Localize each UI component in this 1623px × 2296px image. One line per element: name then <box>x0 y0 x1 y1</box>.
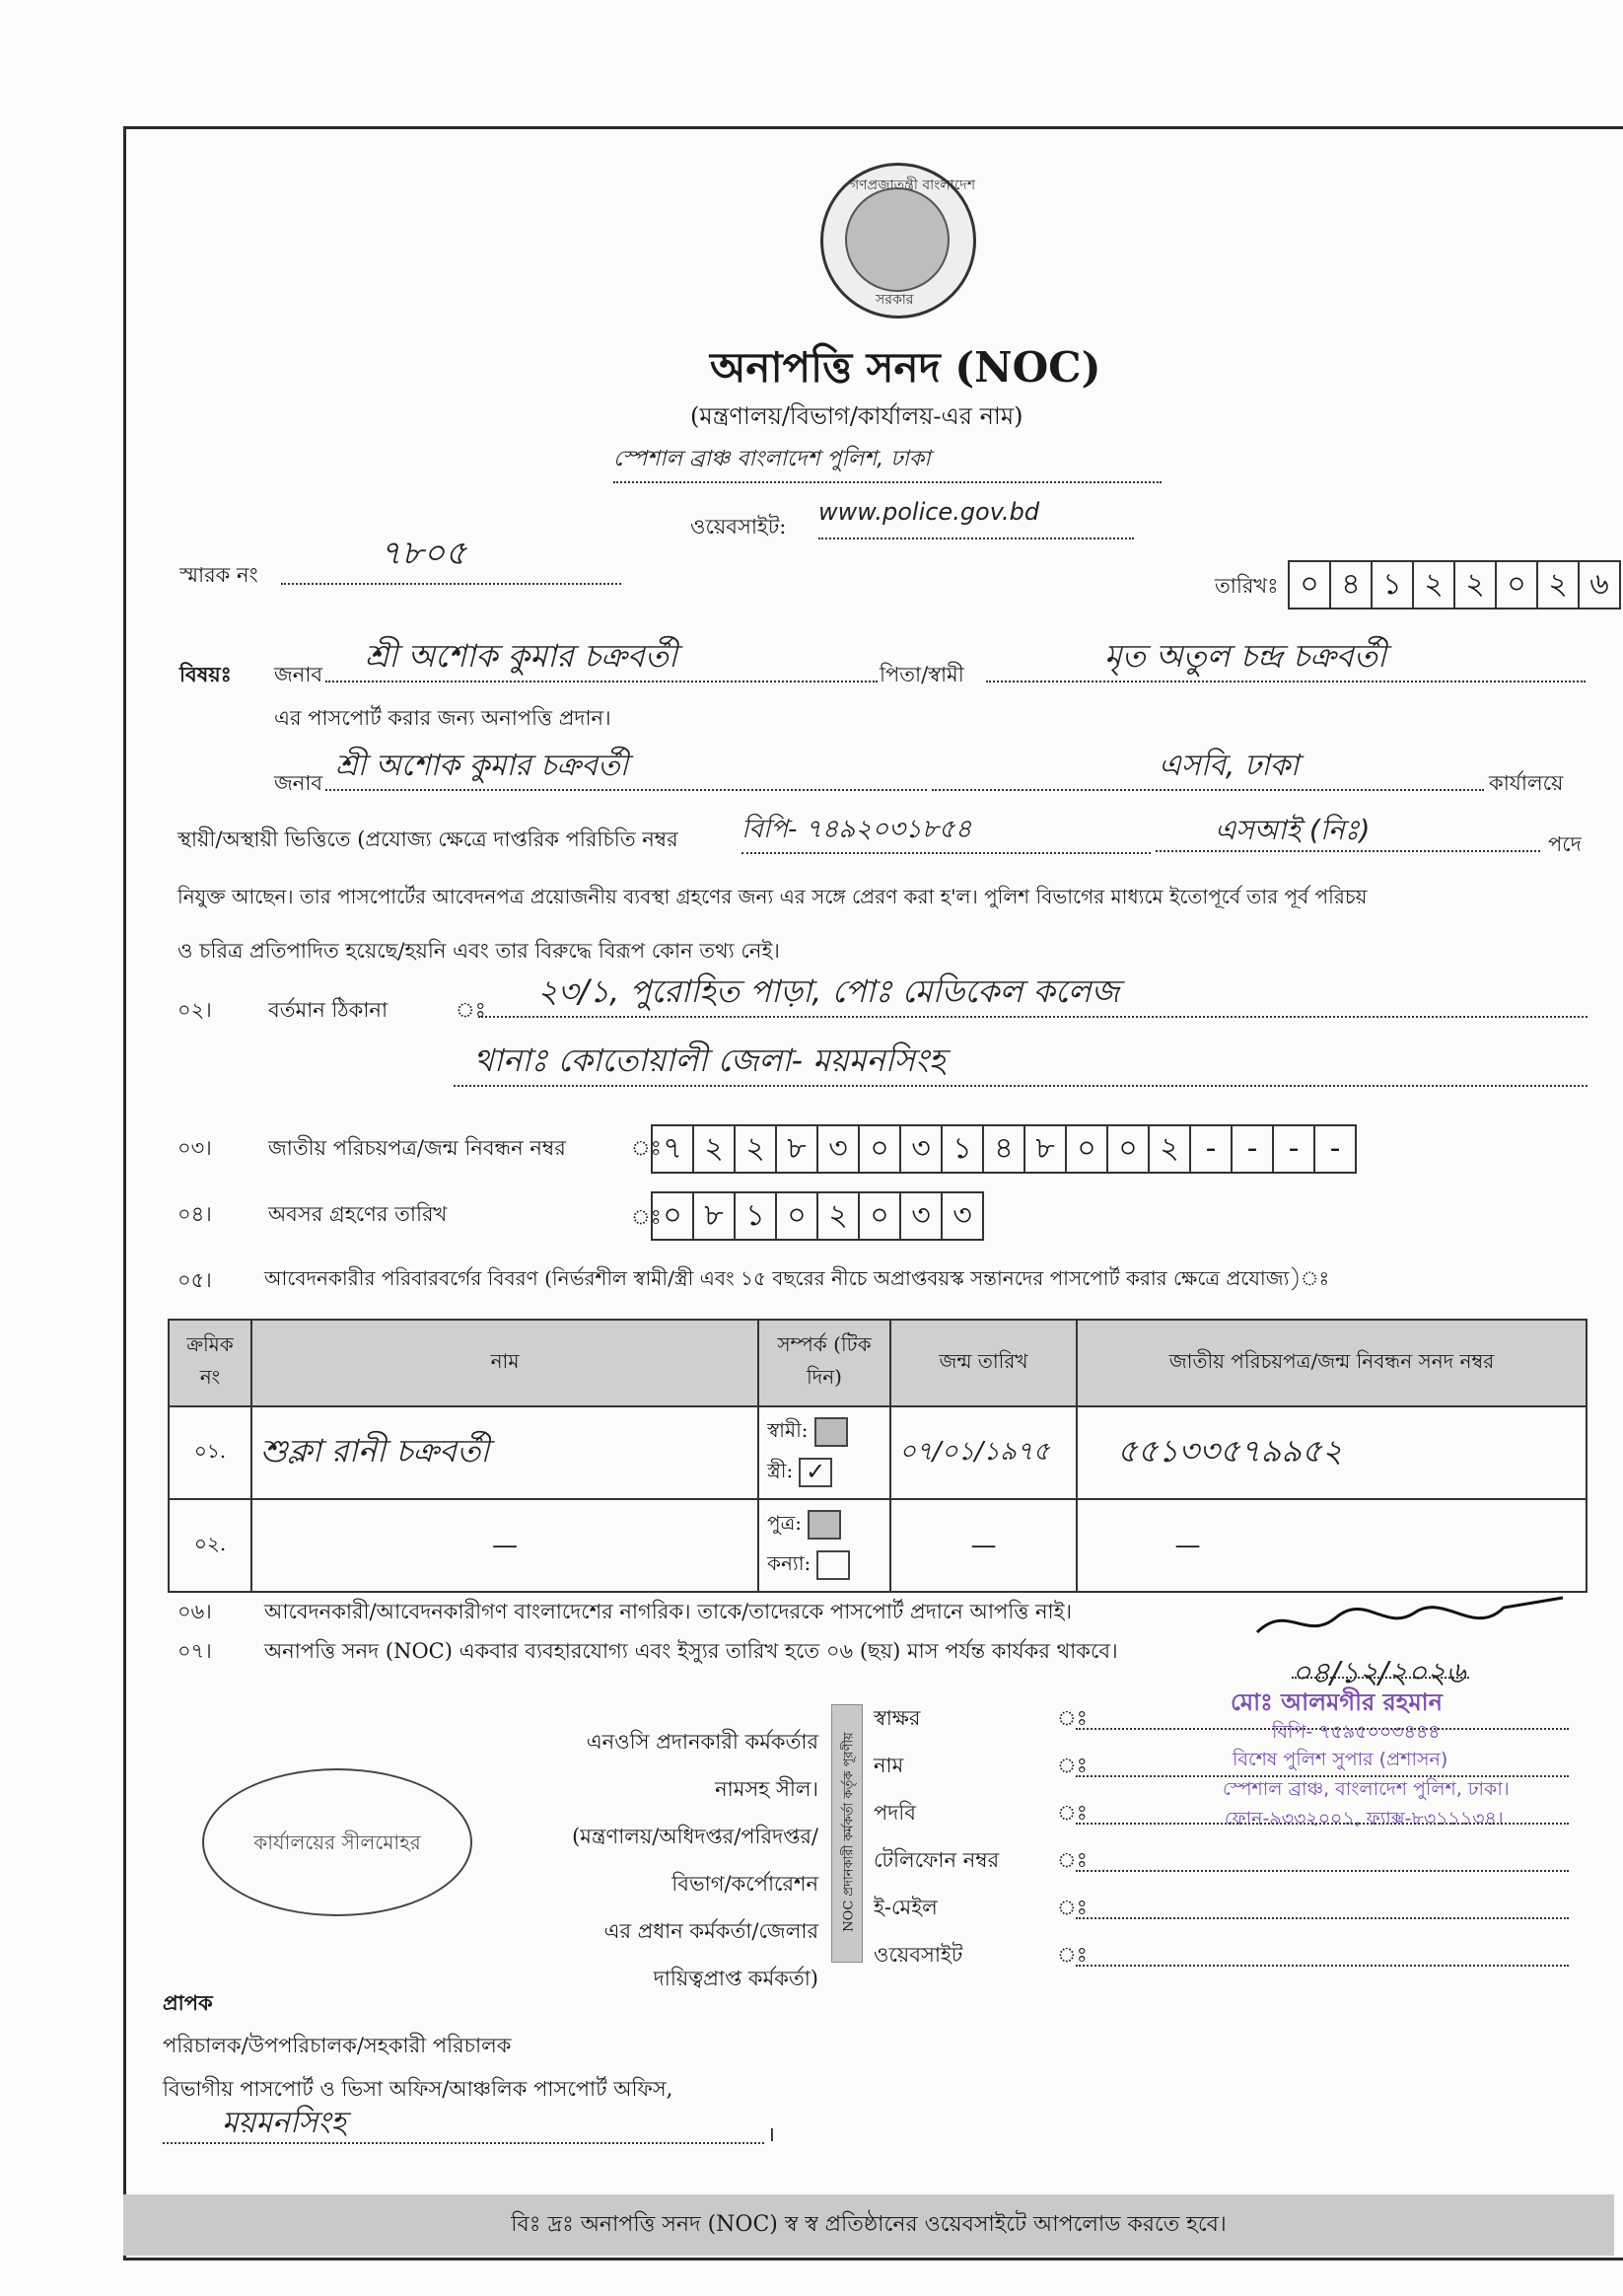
recipient-terminator: । <box>767 2122 775 2146</box>
nid-digit-box[interactable]: ২ <box>692 1124 736 1174</box>
col-header-sl: ক্রমিক নং <box>169 1320 251 1406</box>
col-header-name: নাম <box>251 1320 758 1406</box>
janab2-name-field[interactable]: শ্রী অশোক কুমার চক্রবর্তী <box>325 742 927 791</box>
official-id-field[interactable]: বিপি- ৭৪৯২০৩১৮৫৪ <box>741 809 1151 854</box>
retire-digit-box[interactable]: ৩ <box>941 1191 984 1241</box>
item02-number: ০২। <box>177 998 212 1022</box>
nid-digit-box[interactable]: - <box>1231 1124 1274 1174</box>
nid-digit-box[interactable]: ৩ <box>816 1124 860 1174</box>
item02-label: বর্তমান ঠিকানা <box>268 998 388 1022</box>
applicant-name-field[interactable]: শ্রী অশোক কুমার চক্রবর্তী <box>325 631 878 682</box>
item06-number: ০৬। <box>177 1600 212 1623</box>
item04-colon: ঃ <box>631 1205 662 1229</box>
item05-number: ০৫। <box>177 1268 212 1292</box>
field-email[interactable]: ই-মেইল ঃ <box>874 1892 1574 1939</box>
retire-digit-box[interactable]: ০ <box>858 1191 901 1241</box>
table-row <box>169 1499 1587 1592</box>
relation-husband-label: স্বামী: <box>767 1418 809 1442</box>
memo-field[interactable]: ৭৮০৫ <box>281 528 621 585</box>
nid-digit-box[interactable]: ০ <box>858 1124 901 1174</box>
relation-wife-label: স্ত্রী: <box>767 1459 794 1482</box>
noc-officer-line: বিভাগ/কর্পোরেশন <box>671 1872 818 1896</box>
row-dob[interactable]: — <box>890 1499 1077 1592</box>
date-digit-box[interactable]: ০ <box>1495 560 1538 610</box>
date-label: তারিখঃ <box>1215 574 1279 598</box>
item03-number: ০৩। <box>177 1136 212 1160</box>
noc-officer-line: এর প্রধান কর্মকর্তা/জেলার <box>603 1919 818 1943</box>
relation-wife-checkbox[interactable]: ✓ <box>799 1458 832 1487</box>
relation-son-label: পুত্র: <box>767 1511 803 1535</box>
noc-vertical-strip: NOC প্রদানকারী কর্মকর্তা কর্তৃক পূরণীয় <box>831 1704 863 1963</box>
sign-fields <box>874 1702 1574 1986</box>
subject-line2: এর পাসপোর্ট করার জন্য অনাপত্তি প্রদান। <box>274 706 611 730</box>
seal-top-text: গণপ্রজাতন্ত্রী বাংলাদেশ <box>850 178 975 193</box>
date-digit-box[interactable]: ০ <box>1288 560 1331 610</box>
nid-digit-box[interactable]: ২ <box>1148 1124 1191 1174</box>
col-header-relation: সম্পর্ক (টিক দিন) <box>758 1320 890 1406</box>
date-digit-box[interactable]: ১ <box>1371 560 1414 610</box>
date-digit-box[interactable]: ৬ <box>1578 560 1621 610</box>
nid-boxes[interactable] <box>651 1124 1355 1174</box>
stamp-id: বিপি- ৭৫৯৫০০৩৪৪৪ <box>1272 1721 1441 1743</box>
nid-digit-box[interactable]: ০ <box>1106 1124 1150 1174</box>
row-nid[interactable]: — <box>1077 1499 1587 1592</box>
row-relation <box>758 1406 890 1499</box>
retire-digit-box[interactable]: ১ <box>734 1191 777 1241</box>
item04-label: অবসর গ্রহণের তারিখ <box>268 1202 448 1226</box>
stamp-office: স্পেশাল ব্রাঞ্চ, বাংলাদেশ পুলিশ, ঢাকা। <box>1223 1778 1510 1800</box>
para1-c: ও চরিত্র প্রতিপাদিত হয়েছে/হয়নি এবং তার বিরুদ্ধে বিরূপ কোন তথ্য নেই। <box>177 939 780 963</box>
retire-digit-box[interactable]: ৮ <box>692 1191 736 1241</box>
recipient-line1: পরিচালক/উপপরিচালক/সহকারী পরিচালক <box>163 2034 512 2057</box>
para1-a: স্থায়ী/অস্থায়ী ভিত্তিতে (প্রযোজ্য ক্ষেত্রে দাপ্তরিক পরিচিতি নম্বর <box>177 827 678 851</box>
nid-digit-box[interactable]: ৩ <box>899 1124 943 1174</box>
stamp-designation: বিশেষ পুলিশ সুপার (প্রশাসন) <box>1233 1749 1448 1770</box>
website-label: ওয়েবসাইট: <box>690 515 787 538</box>
retire-boxes[interactable] <box>651 1191 982 1241</box>
stamp-phone: ফোন-৯৩৩২০০১, ফ্যাক্স-৮৩১১১৩৪। <box>1225 1808 1504 1830</box>
signature-icon <box>1247 1593 1583 1652</box>
recipient-line2: বিভাগীয় পাসপোর্ট ও ভিসা অফিস/আঞ্চলিক পাসপোর্ট অফিস, <box>163 2077 673 2101</box>
office-label: কার্যালয়ে <box>1489 771 1564 795</box>
noc-officer-line: এনওসি প্রদানকারী কর্মকর্তার <box>586 1730 818 1754</box>
retire-digit-box[interactable]: ২ <box>816 1191 860 1241</box>
nid-digit-box[interactable]: - <box>1189 1124 1233 1174</box>
item06-text: আবেদনকারী/আবেদনকারীগণ বাংলাদেশের নাগরিক। তাকে/তাদেরকে পাসপোর্ট প্রদানে আপত্তি নাই। <box>264 1600 1073 1623</box>
sign-date: ০৪/১২/২০২৬ <box>1292 1656 1466 1690</box>
page-subtitle: (মন্ত্রণালয়/বিভাগ/কার্যালয়-এর নাম) <box>690 402 1023 430</box>
memo-label: স্মারক নং <box>179 563 258 587</box>
relation-daughter-label: কন্যা: <box>767 1551 812 1575</box>
para1-post: পদে <box>1548 832 1582 856</box>
retire-digit-box[interactable]: ৩ <box>899 1191 943 1241</box>
stamp-name: মোঃ আলমগীর রহমান <box>1231 1688 1443 1716</box>
ministry-name-field[interactable]: স্পেশাল ব্রাঞ্চ বাংলাদেশ পুলিশ, ঢাকা <box>613 442 1162 483</box>
relation-daughter-checkbox[interactable] <box>816 1550 850 1580</box>
father-label: পিতা/স্বামী <box>880 663 964 686</box>
col-header-nid: জাতীয় পরিচয়পত্র/জন্ম নিবন্ধন সনদ নম্বর <box>1077 1320 1587 1406</box>
family-table <box>168 1319 1588 1593</box>
nid-digit-box[interactable]: ০ <box>1065 1124 1108 1174</box>
row-name[interactable]: শুক্লা রানী চক্রবর্তী <box>251 1406 758 1499</box>
item05-text: আবেদনকারীর পরিবারবর্গের বিবরণ (নির্ভরশীল স্বামী/স্ত্রী এবং ১৫ বছরের নীচে অপ্রাপ্তবয়স্ক সন্তানদের পাসপোর্ট করার ক্ষেত্রে প্রযোজ্য)ঃ <box>264 1266 1330 1290</box>
retire-digit-box[interactable]: ০ <box>775 1191 818 1241</box>
nid-digit-box[interactable]: ৭ <box>651 1124 694 1174</box>
subject-label: বিষয়ঃ <box>179 662 232 686</box>
date-digit-box[interactable]: ৪ <box>1329 560 1373 610</box>
row-name[interactable]: — <box>251 1499 758 1592</box>
address-line1-field[interactable]: ২৩/১, পুরোহিত পাড়া, পোঃ মেডিকেল কলেজ <box>478 967 1588 1018</box>
date-digit-box[interactable]: ২ <box>1453 560 1497 610</box>
row-dob[interactable]: ০৭/০১/১৯৭৫ <box>890 1406 1077 1499</box>
janab2-label: জনাব <box>274 771 323 795</box>
recipient-title: প্রাপক <box>163 1990 213 2015</box>
noc-officer-line: নামসহ সীল। <box>715 1777 818 1801</box>
janab-label: জনাব <box>274 663 323 686</box>
row-nid[interactable]: ৫৫১৩৩৫৭৯৯৫২ <box>1077 1406 1587 1499</box>
field-website[interactable]: ওয়েবসাইট ঃ <box>874 1939 1574 1986</box>
seal-bottom-text: সরকার <box>876 292 914 308</box>
table-row <box>169 1406 1587 1499</box>
nid-digit-box[interactable]: ৮ <box>1023 1124 1067 1174</box>
item03-colon: ঃ <box>631 1136 662 1160</box>
designation-field[interactable]: এসআই (নিঃ) <box>1156 809 1540 852</box>
noc-officer-line: দায়িত্বপ্রাপ্ত কর্মকর্তা) <box>653 1967 818 1990</box>
nid-digit-box[interactable]: - <box>1313 1124 1357 1174</box>
footer-note: বিঃ দ্রঃ অনাপত্তি সনদ (NOC) স্ব স্ব প্রতিষ্ঠানের ওয়েবসাইটে আপলোড করতে হবে। <box>123 2194 1614 2256</box>
website-field[interactable]: www.police.gov.bd <box>818 498 1134 539</box>
address-line2-field[interactable]: থানাঃ কোতোয়ালী জেলা- ময়মনসিংহ <box>454 1036 1588 1087</box>
relation-son-checkbox[interactable] <box>808 1510 841 1540</box>
field-phone[interactable]: টেলিফোন নম্বর ঃ <box>874 1844 1574 1892</box>
retire-digit-box[interactable]: ০ <box>651 1191 694 1241</box>
noc-officer-block <box>552 1718 818 2002</box>
nid-digit-box[interactable]: ৪ <box>982 1124 1025 1174</box>
page-title: অনাপত্তি সনদ (NOC) <box>710 343 1101 392</box>
row-sl: ০১. <box>169 1406 251 1499</box>
item04-number: ০৪। <box>177 1202 212 1226</box>
nid-digit-box[interactable]: ১ <box>941 1124 984 1174</box>
noc-officer-line: (মন্ত্রণালয়/অধিদপ্তর/পরিদপ্তর/ <box>572 1825 818 1848</box>
office-seal-area[interactable]: কার্যালয়ের সীলমোহর <box>202 1768 472 1916</box>
date-boxes[interactable] <box>1288 560 1619 610</box>
row-sl: ০২. <box>169 1499 251 1592</box>
item02-colon: ঃ <box>456 998 486 1022</box>
date-digit-box[interactable]: ২ <box>1536 560 1580 610</box>
nid-digit-box[interactable]: - <box>1272 1124 1315 1174</box>
para1-b: নিযুক্ত আছেন। তার পাসপোর্টের আবেদনপত্র প্রয়োজনীয় ব্যবস্থা গ্রহণের জন্য এর সঙ্গে প্রেরণ করা হ'ল। পুলিশ বিভাগের মাধ্যমে ইতোপূর্বে তার পূর্ব পরিচয় <box>177 885 1368 908</box>
field-designation[interactable]: পদবি ঃ <box>874 1797 1574 1844</box>
relation-husband-checkbox[interactable] <box>814 1417 848 1447</box>
col-header-dob: জন্ম তারিখ <box>890 1320 1077 1406</box>
item03-label: জাতীয় পরিচয়পত্র/জন্ম নিবন্ধন নম্বর <box>268 1136 566 1160</box>
item07-number: ০৭। <box>177 1639 212 1663</box>
nid-digit-box[interactable]: ২ <box>734 1124 777 1174</box>
nid-digit-box[interactable]: ৮ <box>775 1124 818 1174</box>
recipient-city-field[interactable]: ময়মনসিংহ <box>163 2099 764 2144</box>
row-relation <box>758 1499 890 1592</box>
field-name[interactable]: নাম ঃ <box>874 1750 1574 1797</box>
date-digit-box[interactable]: ২ <box>1412 560 1455 610</box>
field-signature[interactable]: স্বাক্ষর ঃ <box>874 1702 1574 1750</box>
item07-text: অনাপত্তি সনদ (NOC) একবার ব্যবহারযোগ্য এবং ইস্যুর তারিখ হতে ০৬ (ছয়) মাস পর্যন্ত কার্যকর থাকবে। <box>264 1639 1118 1663</box>
father-name-field[interactable]: মৃত অতুল চন্দ্র চক্রবর্তী <box>986 631 1586 682</box>
office-name-field[interactable]: এসবি, ঢাকা <box>932 742 1484 791</box>
sign-date-underline <box>1292 1677 1469 1679</box>
